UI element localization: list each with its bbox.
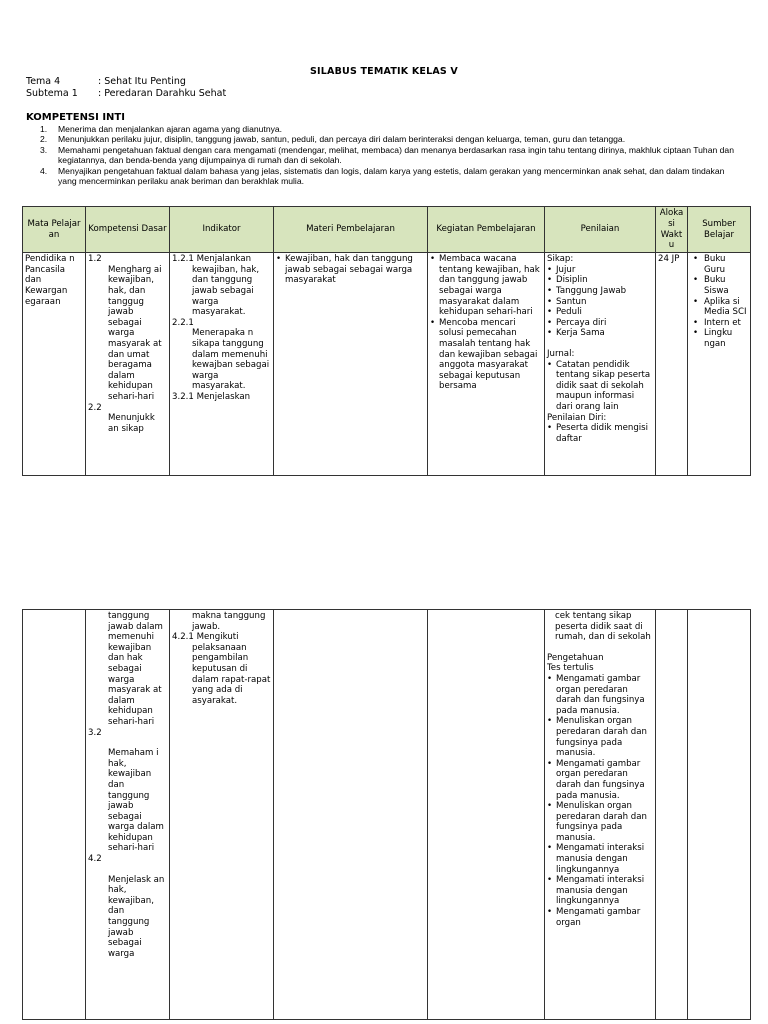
alokasi-cell — [656, 610, 688, 1020]
header-row — [23, 207, 751, 253]
theme-info — [26, 76, 226, 99]
kegiatan-cell — [428, 610, 545, 1020]
list-item: • Tanggung Jawab — [547, 286, 653, 297]
col-header-kegiatan: Kegiatan Pembelajaran — [428, 207, 545, 253]
col-header-mapel: Mata Pelajar an — [23, 207, 86, 253]
alokasi-cell: 24 JP — [656, 253, 688, 476]
list-item: • Mengamati interaksi manusia dengan lingkungannya — [547, 875, 653, 907]
syllabus-table-page2 — [22, 609, 751, 1020]
indikator-text: makna tanggung jawab. — [192, 611, 266, 632]
indikator-first: Menjelaskan — [196, 391, 251, 402]
kd-cell — [86, 610, 170, 1020]
kd-cell — [86, 253, 170, 476]
syllabus-table-page1 — [22, 206, 751, 476]
list-item: • Lingku ngan — [690, 328, 748, 349]
document-title: SILABUS TEMATIK KELAS V — [310, 66, 458, 77]
sumber-cell — [688, 610, 751, 1020]
diri-label: Penilaian Diri: — [547, 412, 607, 423]
ki-list — [28, 124, 744, 186]
pengetahuan-label: Pengetahuan — [547, 652, 604, 663]
penilaian-text: cek tentang sikap peserta didik saat di rumah, dan di sekolah — [555, 611, 651, 643]
ki-text: Menunjukkan perilaku jujur, disiplin, tanggung jawab, santun, peduli, dan percaya diri dalam berinteraksi dengan keluarga, teman, guru dan tetangga. — [58, 134, 626, 145]
tes-list — [547, 674, 653, 928]
ki-text: Menerima dan menjalankan ajaran agama yang dianutnya. — [58, 124, 283, 134]
list-item: • Mencoba mencari solusi pemecahan masalah tentang hak dan kewajiban sebagai anggota masyarakat sebagai keputusan bersama — [430, 318, 542, 392]
ki-number: 4. — [40, 165, 48, 176]
ki-number: 1. — [40, 124, 48, 134]
ki-item — [28, 145, 744, 166]
ki-number: 2. — [40, 134, 48, 145]
subtheme-label: Subtema 1 — [26, 87, 78, 99]
indikator-item — [172, 318, 271, 329]
jurnal-list — [547, 360, 653, 413]
col-header-materi: Materi Pembelajaran — [274, 207, 428, 253]
indikator-text: pelaksanaan pengambilan keputusan di dalam rapat-rapat yang ada di asyarakat. — [192, 642, 271, 706]
kd-text: Mengharg ai kewajiban, hak, dan tanggug jawab sebagai warga masyarak at dan umat beragama dalam kehidupan sehari-hari — [108, 264, 162, 402]
indikator-text: kewajiban, hak, dan tanggung jawab sebagai warga masyarakat. — [192, 264, 260, 318]
ki-item — [28, 166, 744, 187]
kd-text: Menunjukk an sikap — [108, 413, 155, 434]
ki-item — [28, 124, 744, 134]
indikator-cell — [170, 253, 274, 476]
subtheme-value: : Peredaran Darahku Sehat — [98, 87, 227, 99]
theme-row — [26, 76, 226, 88]
list-item: • Mengamati gambar organ peredaran darah dan fungsinya pada manusia. — [547, 759, 653, 801]
theme-label: Tema 4 — [26, 76, 61, 87]
col-header-penilaian: Penilaian — [545, 207, 656, 253]
mapel-cell — [23, 610, 86, 1020]
ki-number: 3. — [40, 144, 48, 155]
list-item: • Disiplin — [547, 275, 653, 286]
spacer — [547, 643, 653, 653]
subtheme-row — [26, 88, 226, 100]
list-item: • Membaca wacana tentang kewajiban, hak dan tanggung jawab sebagai warga masyarakat dalam kehidupan sehari-hari — [430, 254, 542, 318]
indikator-code: 3.2.1 — [172, 391, 194, 402]
list-item: • Santun — [547, 297, 653, 308]
theme-value: : Sehat Itu Penting — [98, 76, 186, 87]
col-header-alokasi: Aloka si Wakt u — [656, 207, 688, 253]
list-item: • Peserta didik mengisi daftar — [547, 423, 653, 444]
indikator-item — [172, 254, 271, 265]
list-item: • Mengamati gambar organ peredaran darah dan fungsinya pada manusia. — [547, 674, 653, 716]
sikap-list — [547, 265, 653, 339]
spacer — [547, 339, 653, 349]
materi-cell — [274, 610, 428, 1020]
materi-cell — [274, 253, 428, 476]
sumber-list — [690, 254, 748, 349]
ki-text: Menyajikan pengetahuan faktual dalam bahasa yang jelas, sistematis dan logis, dalam karya yang estetis, dalam gerakan yang mencerminkan anak sehat, dan dalam tindakan yang mencerminkan perilaku anak beriman dan berakhlak mulia. — [58, 165, 725, 187]
indikator-text: Menerapaka n sikapa tanggung dalam memenuhi kewajban sebagai warga masyarakat. — [192, 328, 270, 392]
indikator-code: 2.2.1 — [172, 317, 194, 328]
list-item: • Buku Siswa — [690, 275, 748, 296]
indikator-item — [172, 632, 271, 643]
jurnal-label: Jurnal: — [547, 348, 575, 359]
diri-list — [547, 423, 653, 444]
sikap-label: Sikap: — [547, 254, 574, 265]
ki-heading: KOMPETENSI INTI — [26, 112, 125, 123]
penilaian-cell — [545, 610, 656, 1020]
indikator-item — [172, 392, 271, 403]
list-item: • Mengamati gambar organ — [547, 907, 653, 928]
list-item: • Buku Guru — [690, 254, 748, 275]
indikator-first: Mengikuti — [196, 632, 239, 643]
list-item: • Kewajiban, hak dan tanggung jawab sebagai sebagai warga masyarakat — [276, 254, 425, 286]
kegiatan-cell — [428, 253, 545, 476]
kd-text: Menjelask an hak, kewajiban, dan tanggung jawab sebagai warga — [108, 874, 165, 959]
indikator-code: 1.2.1 — [172, 254, 194, 265]
kd-code: 3.2 — [88, 727, 102, 738]
col-header-kd: Kompetensi Dasar — [86, 207, 170, 253]
list-item: • Menuliskan organ peredaran darah dan fungsinya pada manusia. — [547, 801, 653, 843]
list-item: • Jujur — [547, 265, 653, 276]
sumber-cell — [688, 253, 751, 476]
kd-code: 4.2 — [88, 854, 102, 865]
kd-code: 2.2 — [88, 402, 102, 413]
list-item: • Mengamati interaksi manusia dengan lingkungannya — [547, 843, 653, 875]
tes-label: Tes tertulis — [547, 663, 594, 674]
indikator-first: Menjalankan — [196, 254, 252, 265]
list-item: • Percaya diri — [547, 318, 653, 329]
materi-list — [276, 254, 425, 286]
ki-item — [28, 134, 744, 144]
indikator-code: 4.2.1 — [172, 632, 194, 643]
kegiatan-list — [430, 254, 542, 392]
table-row — [23, 610, 751, 1020]
penilaian-cell — [545, 253, 656, 476]
list-item: • Catatan pendidik tentang sikap peserta didik saat di sekolah maupun informasi dari orang lain — [547, 360, 653, 413]
list-item: • Peduli — [547, 307, 653, 318]
kd-text: tanggung jawab dalam memenuhi kewajiban dan hak sebagai warga masyarak at dalam kehidupan sehari-hari — [108, 611, 163, 727]
list-item: • Menuliskan organ peredaran darah dan fungsinya pada manusia. — [547, 716, 653, 758]
list-item: • Aplika si Media SCI — [690, 297, 748, 318]
indikator-cell — [170, 610, 274, 1020]
ki-text: Memahami pengetahuan faktual dengan cara mengamati (mendengar, melihat, membaca) dan menanya berdasarkan rasa ingin tahu tentang dirinya, makhluk ciptaan Tuhan dan kegiatannya, dan benda-benda yang dijumpainya di rumah dan di sekolah. — [58, 144, 734, 166]
kd-code: 1.2 — [88, 254, 102, 265]
col-header-indikator: Indikator — [170, 207, 274, 253]
kd-text: Memaham i hak, kewajiban dan tanggung jawab sebagai warga dalam kehidupan sehari-hari — [108, 748, 164, 854]
mapel-cell: Pendidika n Pancasila dan Kewargan egaraan — [23, 253, 86, 476]
table-row — [23, 253, 751, 476]
list-item: • Kerja Sama — [547, 328, 653, 339]
list-item: • Intern et — [690, 318, 748, 329]
col-header-sumber: Sumber Belajar — [688, 207, 751, 253]
